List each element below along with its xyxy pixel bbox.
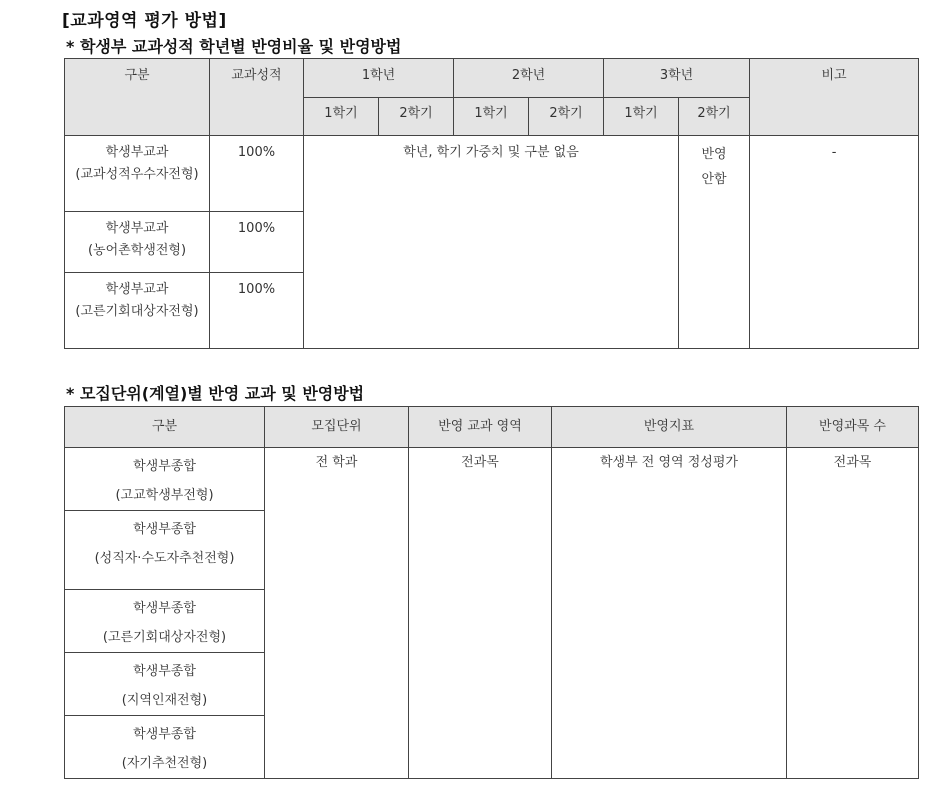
row-category: 학생부종합 (고른기회대상자전형) (65, 590, 265, 653)
year3-sem2-note: 반영 안함 (679, 136, 750, 349)
weight-note: 학년, 학기 가중치 및 구분 없음 (304, 136, 679, 349)
row-category: 학생부종합 (성직자·수도자추천전형) (65, 511, 265, 590)
header-year1: 1학년 (304, 59, 454, 98)
row-grade-score: 100% (210, 273, 304, 349)
grade-ratio-table (64, 58, 919, 349)
row-grade-score: 100% (210, 136, 304, 212)
header-semester: 2학기 (679, 98, 750, 136)
row-category: 학생부교과 (교과성적우수자전형) (65, 136, 210, 212)
header-semester: 1학기 (454, 98, 529, 136)
row-category: 학생부종합 (지역인재전형) (65, 653, 265, 716)
header-grade-score: 교과성적 (210, 59, 304, 136)
row-category: 학생부종합 (고교학생부전형) (65, 448, 265, 511)
row-category: 학생부교과 (고른기회대상자전형) (65, 273, 210, 349)
header-subject-count: 반영과목 수 (787, 407, 919, 448)
index-value: 학생부 전 영역 정성평가 (552, 448, 787, 779)
header-year2: 2학년 (454, 59, 604, 98)
remarks-value: - (750, 136, 919, 349)
subject-count-value: 전과목 (787, 448, 919, 779)
header-semester: 1학기 (304, 98, 379, 136)
header-semester: 2학기 (529, 98, 604, 136)
unit-value: 전 학과 (265, 448, 409, 779)
row-grade-score: 100% (210, 212, 304, 273)
header-unit: 모집단위 (265, 407, 409, 448)
subject-area-value: 전과목 (409, 448, 552, 779)
section-title: [교과영역 평가 방법] (62, 11, 227, 31)
header-semester: 1학기 (604, 98, 679, 136)
header-remarks: 비고 (750, 59, 919, 136)
row-category: 학생부교과 (농어촌학생전형) (65, 212, 210, 273)
table1-subtitle: * 학생부 교과성적 학년별 반영비율 및 반영방법 (66, 37, 402, 56)
header-year3: 3학년 (604, 59, 750, 98)
header-index: 반영지표 (552, 407, 787, 448)
header-semester: 2학기 (379, 98, 454, 136)
header-category: 구분 (65, 59, 210, 136)
subject-method-table (64, 406, 919, 779)
header-subject-area: 반영 교과 영역 (409, 407, 552, 448)
table2-subtitle: * 모집단위(계열)별 반영 교과 및 반영방법 (66, 384, 365, 403)
row-category: 학생부종합 (자기추천전형) (65, 716, 265, 779)
header-category: 구분 (65, 407, 265, 448)
